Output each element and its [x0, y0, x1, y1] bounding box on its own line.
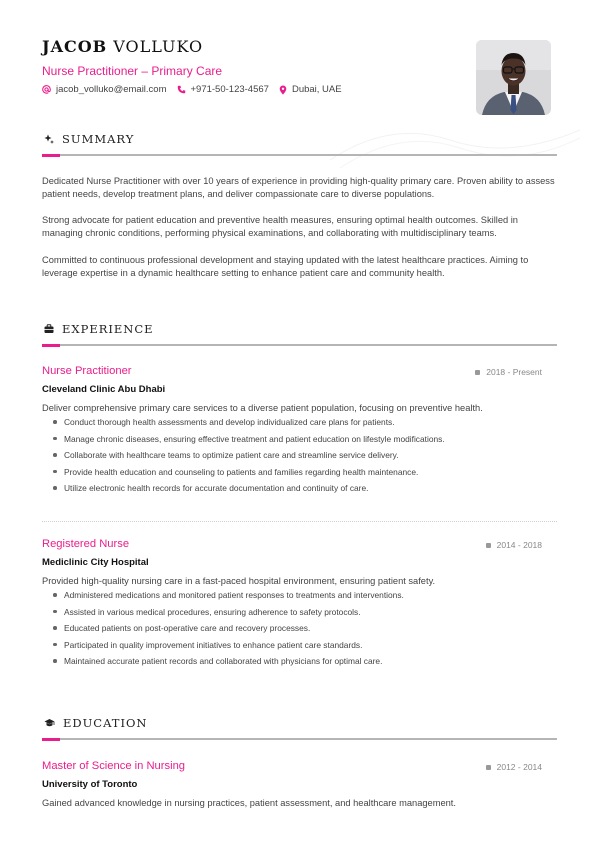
- list-item: Provide health education and counseling to patients and families regarding health maintenance.: [52, 466, 552, 483]
- summary-paragraph-3: Committed to continuous professional development and staying updated with the latest healthcare practices. Aiming to leverage expertise in a dynamic healthcare setting to enhance patient care and community health.: [42, 255, 529, 278]
- sparkle-icon: [44, 134, 54, 144]
- divider-accent: [42, 344, 60, 347]
- job-bullets: [52, 416, 552, 499]
- section-divider: [42, 344, 557, 346]
- degree-title: Master of Science in Nursing: [42, 760, 186, 772]
- list-item: Assisted in various medical procedures, ensuring adherence to safety protocols.: [52, 606, 552, 623]
- phone-contact[interactable]: [177, 84, 269, 95]
- graduation-cap-icon: [44, 718, 55, 728]
- list-item: Participated in quality improvement initiatives to enhance patient care standards.: [52, 639, 552, 656]
- candidate-name: [42, 37, 203, 56]
- phone-text: +971-50-123-4567: [190, 84, 269, 95]
- education-title: EDUCATION: [63, 716, 148, 730]
- list-item: Collaborate with healthcare teams to optimize patient care and streamline service delivery.: [52, 449, 552, 466]
- experience-title: EXPERIENCE: [62, 322, 154, 336]
- briefcase-icon: [44, 324, 54, 334]
- calendar-icon: [486, 543, 491, 548]
- job-bullets: [52, 589, 552, 672]
- entry-separator: [42, 521, 557, 522]
- location-pin-icon: [279, 85, 287, 95]
- job-description: Provided high-quality nursing care in a fast-paced hospital environment, ensuring patient safety.: [42, 576, 436, 586]
- calendar-icon: [486, 765, 491, 770]
- experience-section-header: [42, 322, 557, 346]
- summary-section-header: [42, 132, 557, 156]
- job-company: Cleveland Clinic Abu Dhabi: [42, 384, 166, 395]
- list-item: Administered medications and monitored patient responses to treatments and interventions.: [52, 589, 552, 606]
- school-name: University of Toronto: [42, 779, 138, 790]
- summary-paragraph-2: Strong advocate for patient education and preventive health measures, ensuring optimal health outcomes. Skilled in managing chronic conditions, performing physical examinations, and collaborating with multidisciplinary teams.: [42, 215, 518, 238]
- location-contact: [279, 84, 342, 95]
- job-title: Nurse Practitioner – Primary Care: [42, 64, 223, 78]
- job-role: Registered Nurse: [42, 538, 130, 550]
- summary-title: SUMMARY: [62, 132, 135, 146]
- list-item: Educated patients on post-operative care and recovery processes.: [52, 622, 552, 639]
- calendar-icon: [475, 370, 480, 375]
- person-photo-icon: [476, 40, 551, 115]
- list-item: Conduct thorough health assessments and develop individualized care plans for patients.: [52, 416, 552, 433]
- section-divider: [42, 154, 557, 156]
- divider-accent: [42, 738, 60, 741]
- education-section-header: [42, 716, 557, 740]
- phone-icon: [177, 85, 186, 94]
- summary-paragraph-1: Dedicated Nurse Practitioner with over 10 years of experience in providing high-quality primary care. Proven ability to assess patient needs, develop treatment plans, and deliver compassionate care to diverse populations.: [42, 176, 555, 199]
- job-dates-text: 2018 - Present: [486, 367, 542, 377]
- job-company: Mediclinic City Hospital: [42, 557, 149, 568]
- list-item: Manage chronic diseases, ensuring effective treatment and patient education on lifestyle modifications.: [52, 433, 552, 450]
- contact-info: [42, 84, 352, 95]
- job-description: Deliver comprehensive primary care services to a diverse patient population, focusing on preventive health.: [42, 403, 483, 413]
- location-text: Dubai, UAE: [291, 84, 342, 95]
- email-contact[interactable]: [42, 84, 167, 95]
- education-dates: [486, 762, 542, 772]
- education-description: Gained advanced knowledge in nursing practices, patient assessment, and healthcare management.: [42, 798, 456, 808]
- list-item: Maintained accurate patient records and collaborated with physicians for optimal care.: [52, 655, 552, 672]
- section-divider: [42, 738, 557, 740]
- first-name: JACOB: [42, 37, 108, 56]
- job-dates-text: 2014 - 2018: [496, 540, 542, 550]
- job-dates: [486, 540, 542, 550]
- job-dates: [475, 367, 542, 377]
- education-dates-text: 2012 - 2014: [496, 762, 542, 772]
- last-name: VOLLUKO: [113, 37, 204, 56]
- at-sign-icon: [42, 85, 51, 94]
- divider-accent: [42, 154, 60, 157]
- job-role: Nurse Practitioner: [42, 365, 132, 377]
- list-item: Utilize electronic health records for accurate documentation and continuity of care.: [52, 482, 552, 499]
- profile-photo: [476, 40, 551, 115]
- email-text: jacob_volluko@email.com: [56, 84, 167, 95]
